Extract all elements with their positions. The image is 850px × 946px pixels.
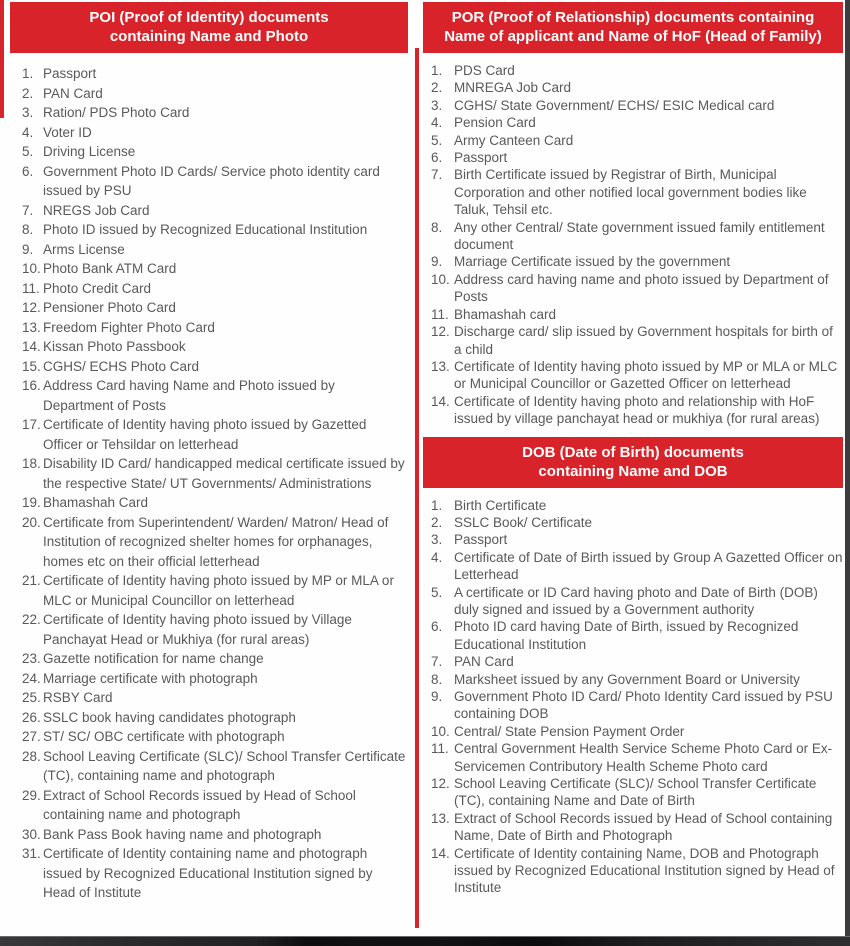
list-item — [431, 253, 843, 270]
list-item — [22, 513, 408, 572]
item-text: Address Card having Name and Photo issued by Department of Posts — [43, 378, 335, 413]
item-text: Photo ID card having Date of Birth, issued by Recognized Educational Institution — [454, 619, 799, 652]
list-item — [431, 79, 843, 96]
list-item — [431, 149, 843, 166]
list-item — [22, 571, 408, 610]
item-number: 25. — [22, 690, 41, 705]
item-number: 2. — [22, 85, 34, 101]
list-item — [22, 357, 408, 377]
item-number: 4. — [431, 115, 443, 131]
item-number: 18. — [22, 456, 41, 471]
list-item — [22, 84, 408, 104]
item-number: 24. — [22, 670, 41, 686]
item-text: PDS Card — [454, 63, 515, 78]
item-number: 2. — [431, 514, 443, 530]
list-item — [431, 97, 843, 114]
list-item — [431, 845, 843, 897]
poi-column — [10, 2, 408, 903]
item-number: 22. — [22, 612, 41, 627]
item-number: 26. — [22, 709, 41, 725]
item-number: 11. — [431, 306, 449, 322]
item-number: 12. — [431, 324, 450, 340]
item-text: Extract of School Records issued by Head of School containing Name, Date of Birth and Photograph — [454, 810, 833, 844]
item-text: Passport — [43, 66, 97, 81]
item-text: Pension Card — [454, 115, 536, 131]
item-text: Gazette notification for name change — [43, 651, 264, 666]
item-text: MNREGA Job Card — [454, 80, 572, 96]
bottom-scan-bar — [0, 936, 850, 946]
item-number: 8. — [22, 222, 34, 237]
item-text: Discharge card/ slip issued by Government hospitals for birth of a child — [454, 324, 833, 357]
list-item — [22, 708, 408, 728]
item-text: Driving License — [43, 144, 136, 159]
list-item — [22, 142, 408, 162]
list-item — [22, 786, 408, 825]
poi-section-header — [10, 2, 408, 53]
list-item — [431, 549, 843, 584]
item-number: 14. — [431, 845, 450, 861]
item-text: Photo Credit Card — [43, 280, 152, 296]
item-number: 13. — [431, 810, 450, 826]
item-text: Arms License — [43, 241, 125, 257]
por-header-line2: Name of applicant and Name of HoF (Head of Family) — [444, 28, 822, 45]
list-item — [22, 103, 408, 123]
item-text: Certificate of Identity containing name and photograph issued by Recognized Educational Institution signed by Head of Institute — [43, 846, 373, 900]
list-item — [22, 454, 408, 493]
list-item — [431, 584, 843, 619]
item-text: Extract of School Records issued by Head of School containing name and photograph — [43, 787, 356, 822]
poi-header-line1: POI (Proof of Identity) documents — [89, 9, 329, 26]
item-text: Kissan Photo Passbook — [43, 339, 186, 354]
poi-header-line2: containing Name and Photo — [109, 28, 309, 45]
item-number: 3. — [431, 532, 443, 548]
list-item — [431, 775, 843, 810]
list-item — [22, 669, 408, 689]
item-text: Bank Pass Book having name and photograph — [43, 826, 322, 842]
list-item — [22, 259, 408, 279]
item-number: 10. — [431, 271, 450, 287]
por-section-header — [423, 2, 843, 53]
item-text: Certificate of Identity having photo issued by MP or MLA or MLC or Municipal Councillor on letterhead — [43, 573, 394, 608]
item-number: 1. — [431, 497, 443, 513]
item-text: PAN Card — [454, 654, 514, 670]
item-number: 28. — [22, 748, 41, 764]
item-number: 31. — [22, 846, 41, 861]
item-text: Army Canteen Card — [454, 132, 574, 148]
item-number: 8. — [431, 219, 443, 235]
item-text: Freedom Fighter Photo Card — [43, 319, 215, 335]
list-item — [22, 279, 408, 299]
item-text: Photo ID issued by Recognized Educational Institution — [43, 222, 368, 237]
list-item — [431, 810, 843, 845]
item-text: Government Photo ID Cards/ Service photo identity card issued by PSU — [43, 163, 380, 198]
left-red-edge-line — [0, 0, 4, 118]
item-number: 13. — [22, 319, 41, 335]
item-text: Certificate of Identity having photo issued by MP or MLA or MLC or Municipal Councillor or Gazetted Officer on letterhead — [454, 358, 838, 392]
item-text: SSLC book having candidates photograph — [43, 709, 296, 725]
item-number: 7. — [431, 654, 443, 670]
item-number: 9. — [22, 241, 34, 257]
dob-header-line1: DOB (Date of Birth) documents — [522, 443, 744, 461]
item-text: Bhamashah card — [454, 306, 557, 322]
list-item — [22, 337, 408, 357]
item-text: Government Photo ID Card/ Photo Identity Card issued by PSU containing DOB — [454, 689, 833, 722]
item-text: School Leaving Certificate (SLC)/ School Transfer Certificate (TC), containing Name and Date of Birth — [454, 776, 817, 809]
item-number: 6. — [431, 150, 443, 166]
item-text: Certificate of Identity having photo issued by Gazetted Officer or Tehsildar on letterhead — [43, 417, 367, 452]
item-number: 10. — [22, 261, 41, 276]
item-text: NREGS Job Card — [43, 202, 150, 218]
list-item — [431, 514, 843, 531]
item-number: 5. — [431, 584, 443, 600]
item-number: 21. — [22, 573, 41, 588]
item-text: Certificate from Superintendent/ Warden/ Matron/ Head of Institution of recognized shelter homes for orphanages, homes etc on their official letterhead — [43, 514, 389, 569]
list-item — [22, 220, 408, 240]
item-number: 9. — [431, 254, 443, 270]
item-number: 12. — [431, 776, 450, 792]
item-number: 1. — [22, 66, 34, 81]
dob-header-line2: containing Name and DOB — [538, 462, 728, 480]
list-item — [431, 114, 843, 131]
list-item — [431, 323, 843, 358]
item-number: 4. — [22, 124, 34, 140]
list-item — [431, 358, 843, 393]
item-number: 17. — [22, 417, 41, 432]
item-number: 27. — [22, 729, 41, 744]
item-number: 29. — [22, 787, 41, 803]
item-text: Marriage certificate with photograph — [43, 670, 258, 686]
list-item — [431, 723, 843, 740]
list-item — [22, 825, 408, 845]
item-text: Any other Central/ State government issued family entitlement document — [454, 219, 825, 253]
item-text: Address card having name and photo issued by Department of Posts — [454, 271, 829, 305]
list-item — [431, 306, 843, 323]
list-item — [22, 240, 408, 260]
item-number: 2. — [431, 80, 443, 96]
list-item — [431, 671, 843, 688]
dob-document-list — [423, 497, 843, 897]
item-number: 12. — [22, 300, 41, 315]
item-number: 20. — [22, 514, 41, 530]
list-item — [431, 531, 843, 548]
item-text: SSLC Book/ Certificate — [454, 514, 593, 530]
item-text: Pensioner Photo Card — [43, 300, 176, 315]
item-number: 3. — [431, 97, 443, 113]
list-item — [22, 844, 408, 903]
column-divider-line — [415, 48, 419, 928]
item-text: Central Government Health Service Scheme Photo Card or Ex-Servicemen Contributory Health Scheme Photo card — [454, 741, 833, 774]
item-number: 6. — [431, 619, 443, 635]
item-text: Bhamashah Card — [43, 495, 149, 510]
list-item — [22, 123, 408, 143]
item-text: School Leaving Certificate (SLC)/ School Transfer Certificate (TC), containing name and photograph — [43, 748, 406, 783]
list-item — [431, 497, 843, 514]
list-item — [22, 376, 408, 415]
list-item — [431, 166, 843, 218]
list-item — [22, 610, 408, 649]
item-number: 13. — [431, 358, 450, 374]
list-item — [22, 747, 408, 786]
item-text: Passport — [454, 532, 508, 548]
item-number: 14. — [22, 339, 41, 354]
poi-document-list — [10, 64, 408, 903]
item-text: A certificate or ID Card having photo and Date of Birth (DOB) duly signed and issued by a Government authority — [454, 584, 818, 617]
list-item — [22, 649, 408, 669]
item-number: 14. — [431, 393, 450, 409]
item-number: 23. — [22, 651, 41, 666]
item-text: CGHS/ State Government/ ECHS/ ESIC Medical card — [454, 97, 775, 113]
item-text: Ration/ PDS Photo Card — [43, 105, 190, 120]
item-text: Central/ State Pension Payment Order — [454, 723, 685, 739]
item-text: Birth Certificate — [454, 497, 547, 513]
item-number: 3. — [22, 105, 34, 120]
item-number: 19. — [22, 495, 41, 510]
list-item — [431, 62, 843, 79]
list-item — [431, 393, 843, 428]
list-item — [22, 201, 408, 221]
item-number: 1. — [431, 63, 443, 78]
list-item — [22, 688, 408, 708]
por-header-line1: POR (Proof of Relationship) documents containing — [451, 9, 815, 26]
item-text: Certificate of Date of Birth issued by Group A Gazetted Officer on Letterhead — [454, 549, 843, 583]
list-item — [431, 688, 843, 723]
item-number: 6. — [22, 163, 34, 179]
item-text: Disability ID Card/ handicapped medical certificate issued by the respective State/ UT Governments/ Administrations — [43, 456, 405, 491]
item-number: 11. — [22, 280, 40, 296]
list-item — [431, 271, 843, 306]
list-item — [431, 618, 843, 653]
item-number: 16. — [22, 378, 41, 393]
list-item — [22, 64, 408, 84]
list-item — [22, 318, 408, 338]
item-text: Certificate of Identity containing Name, DOB and Photograph issued by Recognized Educational Institution signed by Head of Institute — [454, 845, 835, 896]
item-text: Marriage Certificate issued by the government — [454, 254, 731, 270]
list-item — [22, 727, 408, 747]
item-number: 7. — [22, 202, 34, 218]
item-number: 10. — [431, 723, 450, 739]
list-item — [22, 298, 408, 318]
item-text: Passport — [454, 150, 508, 166]
item-text: ST/ SC/ OBC certificate with photograph — [43, 729, 285, 744]
item-number: 9. — [431, 689, 443, 704]
item-number: 15. — [22, 358, 41, 374]
item-number: 11. — [431, 741, 449, 757]
item-number: 4. — [431, 549, 443, 565]
item-text: Photo Bank ATM Card — [43, 261, 177, 276]
right-dark-edge-line — [845, 0, 850, 938]
list-item — [431, 132, 843, 149]
item-text: Voter ID — [43, 124, 92, 140]
item-number: 30. — [22, 826, 41, 842]
list-item — [22, 415, 408, 454]
item-text: Certificate of Identity having photo issued by Village Panchayat Head or Mukhiya (for rural areas) — [43, 612, 352, 647]
por-document-list — [423, 62, 843, 428]
list-item — [22, 493, 408, 513]
dob-section-header — [423, 437, 843, 488]
item-number: 8. — [431, 671, 443, 687]
list-item — [22, 162, 408, 201]
item-text: CGHS/ ECHS Photo Card — [43, 358, 200, 374]
item-text: Marksheet issued by any Government Board or University — [454, 671, 800, 687]
item-number: 5. — [431, 132, 443, 148]
item-text: Certificate of Identity having photo and relationship with HoF issued by village panchayat head or mukhiya (for rural areas) — [454, 393, 820, 427]
item-text: Birth Certificate issued by Registrar of Birth, Municipal Corporation and other notified local government bodies like Taluk, Tehsil etc. — [454, 167, 807, 218]
list-item — [431, 740, 843, 775]
por-dob-column — [423, 2, 843, 897]
list-item — [431, 653, 843, 670]
item-number: 5. — [22, 144, 34, 159]
list-item — [431, 219, 843, 254]
item-text: RSBY Card — [43, 690, 113, 705]
item-number: 7. — [431, 167, 443, 183]
item-text: PAN Card — [43, 85, 103, 101]
